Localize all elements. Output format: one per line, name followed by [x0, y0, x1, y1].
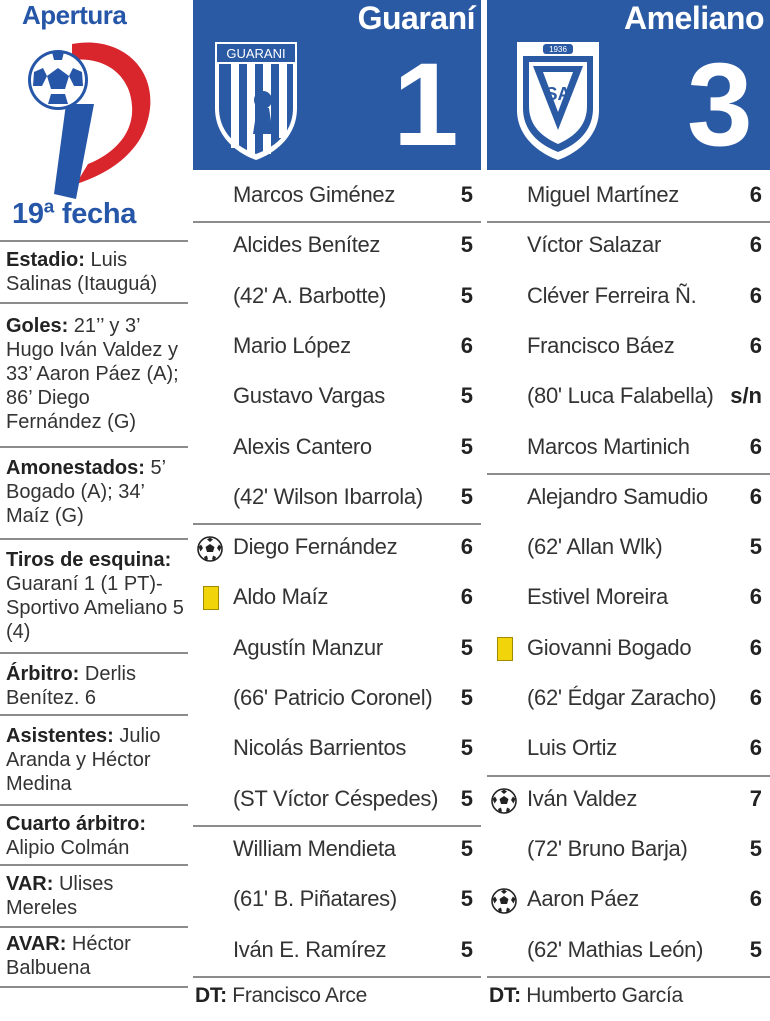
- player-name: Estivel Moreira: [527, 584, 668, 610]
- player-name: (66' Patricio Coronel): [233, 685, 433, 710]
- soccer-ball-icon: [491, 788, 517, 814]
- player-grade: 6: [749, 232, 762, 258]
- player-name: (72' Bruno Barja): [527, 835, 688, 861]
- player-row: [487, 273, 770, 323]
- player-row: [193, 373, 481, 423]
- info-text: Derlis Benítez. 6: [6, 663, 136, 709]
- info-text: Luis Salinas (Itauguá): [6, 249, 158, 295]
- away-coach: [489, 984, 683, 1008]
- player-row: [487, 524, 770, 574]
- player-name: (80' Luca Falabella): [527, 383, 714, 409]
- player-row: [487, 927, 770, 977]
- yellow-card-icon: [203, 586, 219, 610]
- divider: [0, 302, 188, 304]
- player-grade: 5: [749, 936, 762, 962]
- ameliano-crest-icon: [513, 38, 603, 162]
- coach-label: DT:: [195, 984, 227, 1007]
- player-grade: 5: [460, 282, 473, 308]
- divider: [0, 864, 188, 866]
- player-row: [487, 373, 770, 423]
- player-grade: 5: [460, 886, 473, 912]
- player-grade: 6: [749, 685, 762, 710]
- info-label: AVAR:: [6, 933, 67, 955]
- player-name: (61' B. Piñatares): [233, 886, 397, 912]
- player-name: Alejandro Samudio: [527, 483, 708, 509]
- player-name: (ST Víctor Céspedes): [233, 785, 439, 811]
- player-row: [193, 826, 481, 876]
- player-row: [193, 675, 481, 725]
- player-name: Diego Fernández: [233, 534, 398, 560]
- soccer-ball-icon: [491, 888, 517, 914]
- coach-name: Francisco Arce: [226, 984, 367, 1007]
- divider: [0, 804, 188, 806]
- player-name: Miguel Martínez: [527, 182, 680, 207]
- player-name: (62' Édgar Zaracho): [527, 685, 717, 710]
- info-bookings: [6, 456, 188, 528]
- away-team-banner: [487, 0, 770, 170]
- player-grade: 5: [460, 936, 473, 962]
- info-text: Alipio Colmán: [6, 837, 130, 859]
- divider: [0, 446, 188, 448]
- player-name: Giovanni Bogado: [527, 634, 692, 660]
- player-grade: 6: [749, 634, 762, 660]
- player-row: [193, 625, 481, 675]
- player-row: [487, 474, 770, 524]
- player-row: [193, 725, 481, 775]
- player-row: [487, 172, 770, 222]
- info-label: Cuarto árbitro:: [6, 813, 146, 835]
- player-grade: 5: [460, 835, 473, 861]
- info-stadium: [6, 248, 188, 296]
- player-name: Iván Valdez: [527, 785, 638, 811]
- row-divider: [487, 976, 770, 978]
- player-row: [193, 323, 481, 373]
- round-label: 19ª fecha: [12, 198, 137, 230]
- coach-name: Humberto García: [520, 984, 683, 1007]
- player-name: (62' Allan Wlk): [527, 534, 663, 560]
- player-name: Víctor Salazar: [527, 232, 661, 258]
- info-label: Árbitro:: [6, 663, 80, 685]
- player-grade: 6: [749, 584, 762, 610]
- player-row: [487, 574, 770, 624]
- player-grade: 6: [749, 332, 762, 358]
- player-grade: 6: [460, 534, 473, 560]
- home-score: 1: [393, 39, 459, 171]
- player-name: Marcos Giménez: [233, 182, 396, 207]
- info-avar: [6, 932, 188, 980]
- player-row: [193, 524, 481, 574]
- player-name: Cléver Ferreira Ñ.: [527, 282, 697, 308]
- player-grade: 5: [460, 735, 473, 761]
- player-row: [193, 876, 481, 926]
- player-name: Gustavo Vargas: [233, 383, 385, 409]
- info-referee: [6, 662, 188, 710]
- player-row: [487, 725, 770, 775]
- info-text: Héctor Balbuena: [6, 933, 131, 979]
- player-name: Francisco Báez: [527, 332, 675, 358]
- row-divider: [193, 825, 481, 827]
- player-grade: 6: [460, 584, 473, 610]
- player-name: Alexis Cantero: [233, 433, 372, 459]
- player-row: [487, 323, 770, 373]
- away-team-name: Ameliano: [623, 0, 764, 36]
- player-name: (62' Mathias León): [527, 936, 704, 962]
- player-grade: 6: [749, 483, 762, 509]
- divider: [0, 926, 188, 928]
- home-coach: [195, 984, 367, 1008]
- row-divider: [193, 221, 481, 223]
- row-divider: [193, 976, 481, 978]
- player-name: Alcides Benítez: [233, 232, 381, 258]
- player-grade: 7: [749, 785, 762, 811]
- player-row: [193, 172, 481, 222]
- player-row: [193, 574, 481, 624]
- info-label: Amonestados:: [6, 457, 145, 479]
- tournament-title: Apertura: [22, 0, 127, 30]
- player-row: [193, 424, 481, 474]
- player-row: [193, 927, 481, 977]
- player-row: [487, 675, 770, 725]
- svg-text:SA: SA: [545, 84, 571, 104]
- player-grade: 5: [460, 785, 473, 811]
- away-team-panel: [487, 0, 770, 1021]
- soccer-ball-icon: [197, 536, 223, 562]
- player-row: [487, 876, 770, 926]
- player-grade: 5: [460, 483, 473, 509]
- info-label: VAR:: [6, 873, 54, 895]
- player-name: Nicolás Barrientos: [233, 735, 407, 761]
- player-grade: 6: [460, 332, 473, 358]
- row-divider: [193, 523, 481, 525]
- info-var: [6, 872, 188, 920]
- player-grade: 5: [460, 685, 473, 710]
- crest-year: 1936: [549, 45, 567, 54]
- player-name: Agustín Manzur: [233, 634, 383, 660]
- info-text: 21’’ y 3’ Hugo Iván Valdez y 33’ Aaron Páez (A); 86’ Diego Fernández (G): [6, 315, 179, 433]
- player-row: [487, 826, 770, 876]
- player-grade: 6: [749, 182, 762, 207]
- player-grade: 6: [749, 433, 762, 459]
- info-corners: [6, 548, 188, 644]
- player-name: Aldo Maíz: [233, 584, 329, 610]
- player-name: Marcos Martinich: [527, 433, 690, 459]
- player-grade: 6: [749, 886, 762, 912]
- row-divider: [487, 221, 770, 223]
- player-name: Luis Ortiz: [527, 735, 617, 761]
- player-grade: 5: [749, 534, 762, 560]
- divider: [0, 652, 188, 654]
- crest-text: GUARANI: [226, 46, 286, 61]
- player-row: [487, 625, 770, 675]
- player-row: [487, 222, 770, 272]
- divider: [0, 538, 188, 540]
- info-label: Estadio:: [6, 249, 85, 271]
- info-label: Goles:: [6, 315, 69, 337]
- player-grade: 5: [460, 433, 473, 459]
- player-row: [193, 776, 481, 826]
- row-divider: [487, 473, 770, 475]
- home-team-name: Guaraní: [357, 0, 475, 36]
- away-score: 3: [687, 39, 753, 171]
- player-grade: 6: [749, 282, 762, 308]
- info-fourth-official: [6, 812, 188, 860]
- guarani-crest-icon: [211, 38, 301, 162]
- divider: [0, 240, 188, 242]
- home-team-banner: [193, 0, 481, 170]
- player-grade: 6: [749, 735, 762, 761]
- tournament-logo-icon: [14, 34, 164, 204]
- info-assistants: [6, 724, 188, 796]
- player-grade: 5: [749, 835, 762, 861]
- player-name: Aaron Páez: [527, 886, 639, 912]
- player-name: Iván E. Ramírez: [233, 936, 387, 962]
- coach-label: DT:: [489, 984, 521, 1007]
- player-name: (42' Wilson Ibarrola): [233, 483, 423, 509]
- player-row: [193, 222, 481, 272]
- home-team-panel: [193, 0, 481, 1021]
- divider: [0, 986, 188, 988]
- player-row: [193, 474, 481, 524]
- player-grade: 5: [460, 182, 473, 207]
- player-grade: 5: [460, 383, 473, 409]
- player-name: Mario López: [233, 332, 351, 358]
- player-row: [193, 273, 481, 323]
- player-row: [487, 776, 770, 826]
- info-text: Guaraní 1 (1 PT)-Sportivo Ameliano 5 (4): [6, 573, 184, 643]
- info-label: Asistentes:: [6, 725, 114, 747]
- info-text: Julio Aranda y Héctor Medina: [6, 725, 161, 795]
- row-divider: [487, 775, 770, 777]
- player-grade: 5: [460, 232, 473, 258]
- player-name: William Mendieta: [233, 835, 396, 861]
- info-text: 5’ Bogado (A); 34’ Maíz (G): [6, 457, 166, 527]
- match-info-column: [0, 0, 188, 1021]
- divider: [0, 714, 188, 716]
- player-grade: s/n: [730, 383, 762, 409]
- yellow-card-icon: [497, 637, 513, 661]
- info-goals: [6, 314, 188, 434]
- info-text: Ulises Mereles: [6, 873, 114, 919]
- player-grade: 5: [460, 634, 473, 660]
- player-name: (42' A. Barbotte): [233, 282, 387, 308]
- info-label: Tiros de esquina:: [6, 549, 172, 571]
- player-row: [487, 424, 770, 474]
